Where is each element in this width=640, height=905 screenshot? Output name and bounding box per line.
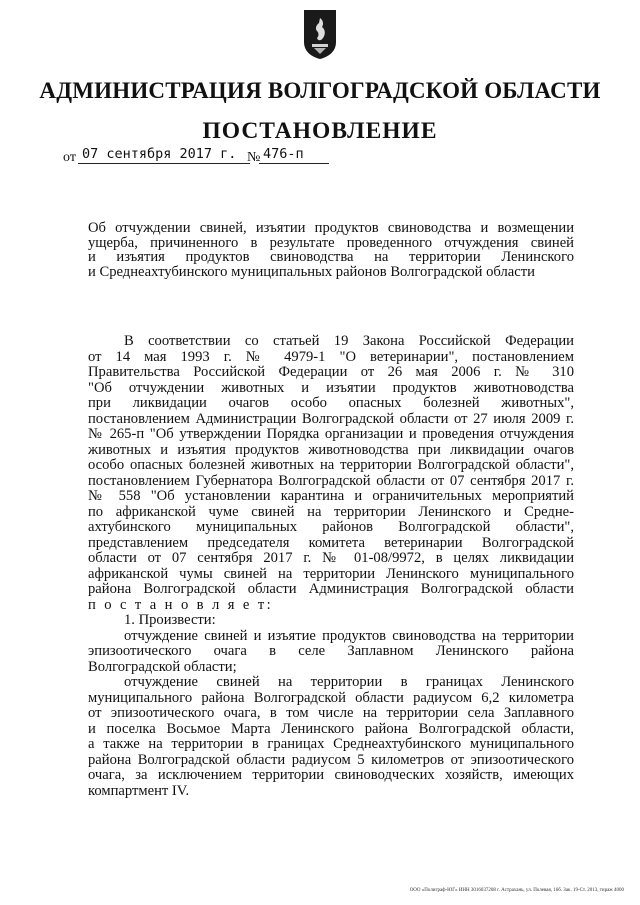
body-line: района Волгоградской области радиусом 5 километров от эпизоотического bbox=[88, 751, 574, 768]
body-line: африканской чумы свиней на территории Ленинского муниципального bbox=[88, 565, 574, 582]
document-body bbox=[88, 334, 574, 799]
body-line: представлением председателя комитета ветеринарии Волгоградской bbox=[88, 534, 574, 551]
body-line: и поселка Восьмое Марта Ленинского района Волгоградской области, bbox=[88, 720, 574, 737]
body-line: при ликвидации очагов особо опасных болезней животных", bbox=[88, 395, 574, 411]
document-type-title: ПОСТАНОВЛЕНИЕ bbox=[202, 118, 438, 144]
body-line: района Волгоградской области Администрация Волгоградской области bbox=[88, 581, 574, 597]
body-line: отчуждение свиней и изъятие продуктов свиноводства на территории bbox=[124, 627, 574, 644]
subject-line: и Среднеахтубинского муниципальных районов Волгоградской области bbox=[88, 263, 535, 280]
body-line: муниципального района Волгоградской области радиусом 6,2 километра bbox=[88, 689, 574, 706]
body-line: ахтубинского муниципальных районов Волгоградской области", bbox=[88, 519, 574, 535]
number-label: № bbox=[247, 150, 261, 165]
subject-line: Об отчуждении свиней, изъятии продуктов свиноводства и возмещении bbox=[88, 220, 574, 236]
body-line: от 14 мая 1993 г. № 4979-1 "О ветеринарии", постановлением bbox=[88, 348, 574, 365]
printer-imprint: ООО «Полиграф-ЮГ» ИНН 3016037208 г. Астрахань, ул. Полевая, 16б. Зак. 19-Ст. 2013, тираж 4000 bbox=[409, 888, 624, 893]
body-line: Волгоградской области; bbox=[88, 658, 237, 675]
body-line: постановлением Губернатора Волгоградской области от 07 сентября 2017 г. bbox=[88, 472, 574, 489]
body-line: эпизоотического очага в селе Заплавном Ленинского района bbox=[88, 643, 574, 659]
document-subject bbox=[88, 221, 574, 279]
body-line: от эпизоотического очага, в том числе на территории села Заплавного bbox=[88, 705, 574, 721]
body-line: животных и изъятия продуктов животноводства при ликвидации очагов bbox=[88, 441, 574, 458]
body-line: отчуждение свиней на территории в границах Ленинского bbox=[124, 674, 574, 690]
body-line: а также на территории в границах Среднеахтубинского муниципального bbox=[88, 736, 574, 752]
coat-of-arms-icon bbox=[302, 8, 338, 60]
subject-line: и изъятия продуктов свиноводства на территории Ленинского bbox=[88, 249, 574, 265]
body-line: очага, за исключением территории свиноводческих хозяйств, имеющих bbox=[88, 767, 574, 783]
date-from-label: от bbox=[63, 150, 76, 165]
subject-line: ущерба, причиненного в результате проведенного отчуждения свиней bbox=[88, 234, 574, 251]
body-line: компартмент IV. bbox=[88, 782, 190, 799]
organization-title: АДМИНИСТРАЦИЯ ВОЛГОГРАДСКОЙ ОБЛАСТИ bbox=[39, 78, 601, 103]
body-line: Правительства Российской Федерации от 26 мая 2006 г. № 310 bbox=[88, 364, 574, 380]
body-line: постановлением Администрации Волгоградской области от 27 июля 2009 г. bbox=[88, 410, 574, 427]
document-date: 07 сентября 2017 г. bbox=[78, 146, 250, 164]
body-line: № 558 "Об установлении карантина и ограничительных мероприятий bbox=[88, 488, 574, 504]
body-line: области от 07 сентября 2017 г. № 01-08/9972, в целях ликвидации bbox=[88, 550, 574, 566]
body-line: по африканской чуме свиней на территории Ленинского и Средне- bbox=[88, 503, 574, 520]
date-number-line bbox=[63, 146, 343, 168]
body-line: особо опасных болезней животных на территории Волгоградской области", bbox=[88, 457, 574, 473]
body-line: № 265-п "Об утверждении Порядка организации и проведения отчуждения bbox=[88, 426, 574, 442]
body-line: "Об отчуждении животных и изъятии продуктов животноводства bbox=[88, 379, 574, 396]
resolution-word: п о с т а н о в л я е т: bbox=[88, 596, 274, 613]
body-line: В соответствии со статьей 19 Закона Российской Федерации bbox=[124, 333, 574, 349]
document-number: 476-п bbox=[259, 146, 329, 164]
clause-heading: 1. Произвести: bbox=[124, 612, 216, 628]
